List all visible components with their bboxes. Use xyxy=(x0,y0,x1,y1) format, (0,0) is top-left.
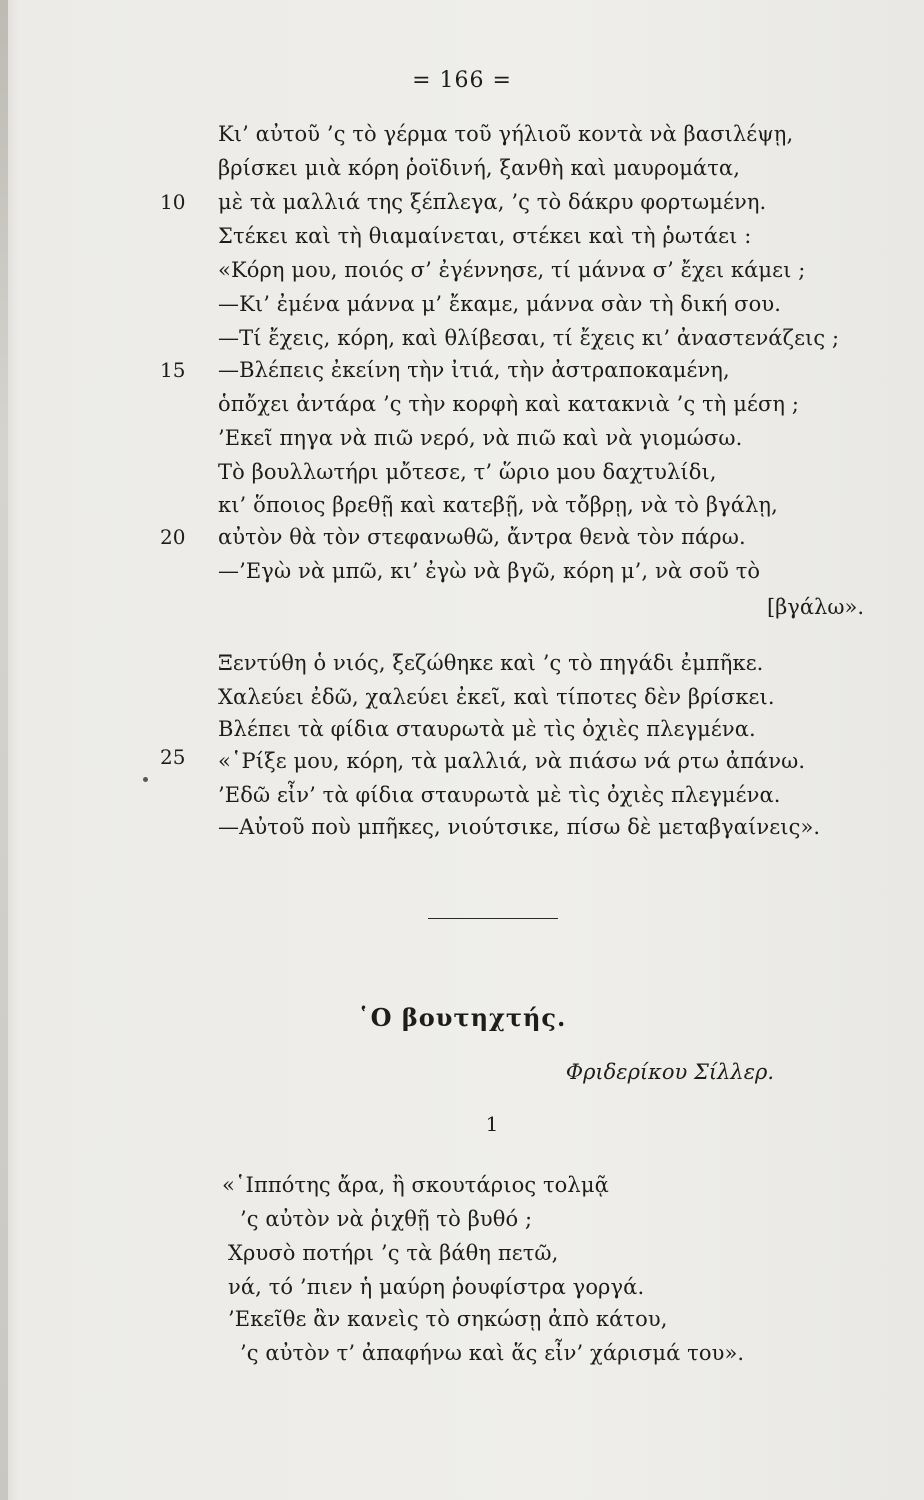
verse-line: —Κι’ ἐμένα μάννα μ’ ἔκαμε, μάννα σὰν τὴ δική σου. xyxy=(218,292,781,316)
verse-line: ὁπὄχει ἀντάρα ’ς τὴν κορφὴ καὶ κατακνιὰ ’ς τὴ μέση ; xyxy=(218,392,800,416)
verse-line: ’Εκεῖ πηγα νὰ πιῶ νερό, νὰ πιῶ καὶ νὰ γιομώσω. xyxy=(218,426,743,450)
verse-line: ’Εδῶ εἶν’ τὰ φίδια σταυρωτὰ μὲ τὶς ὀχιὲς πλεγμένα. xyxy=(218,783,781,807)
verse-line: μὲ τὰ μαλλιά της ξέπλεγα, ’ς τὸ δάκρυ φορτωμένη. xyxy=(218,190,767,214)
stanza-line: ’ς αὐτὸν νὰ ῥιχθῇ τὸ βυθό ; xyxy=(240,1207,533,1231)
verse-line: Βλέπει τὰ φίδια σταυρωτὰ μὲ τὶς ὀχιὲς πλεγμένα. xyxy=(218,717,756,741)
verse-line: βρίσκει μιὰ κόρη ῥοϊδινή, ξανθὴ καὶ μαυρομάτα, xyxy=(218,156,740,180)
stanza-line: νά, τό ’πιεν ἡ μαύρη ῥουφίστρα γοργά. xyxy=(228,1275,645,1299)
verse-line: αὐτὸν θὰ τὸν στεφανωθῶ, ἄντρα θενὰ τὸν πάρω. xyxy=(218,525,746,549)
line-number: 10 xyxy=(160,190,186,214)
verse-line: «Κόρη μου, ποιός σ’ ἐγέννησε, τί μάννα σ’ ἔχει κάμει ; xyxy=(218,258,806,282)
stanza-line: Χρυσὸ ποτήρι ’ς τὰ βάθη πετῶ, xyxy=(228,1241,559,1265)
stanza-line: ’Εκεῖθε ἂν κανεὶς τὸ σηκώσῃ ἀπὸ κάτου, xyxy=(228,1307,668,1331)
verse-line: Χαλεύει ἐδῶ, χαλεύει ἐκεῖ, καὶ τίποτες δὲν βρίσκει. xyxy=(218,685,775,709)
page-number: = 166 = xyxy=(412,68,512,93)
stanza-line: ’ς αὐτὸν τ’ ἀπαφήνω καὶ ἅς εἶν’ χάρισμά του». xyxy=(240,1341,745,1365)
section-divider xyxy=(428,918,558,919)
verse-line: Κι’ αὐτοῦ ’ς τὸ γέρμα τοῦ γήλιοῦ κοντὰ νὰ βασιλέψῃ, xyxy=(218,122,794,146)
line-number: 25 xyxy=(160,745,186,769)
verse-continuation: [βγάλω». xyxy=(766,595,864,619)
line-number: 15 xyxy=(160,358,186,382)
section-number: 1 xyxy=(485,1112,499,1136)
verse-line: —Βλέπεις ἐκείνη τὴν ἰτιά, τὴν ἀστραποκαμένη, xyxy=(218,358,730,382)
verse-line: Τὸ βουλλωτήρι μὄτεσε, τ’ ὥριο μου δαχτυλίδι, xyxy=(218,460,717,484)
verse-line: —’Εγὼ νὰ μπῶ, κι’ ἐγὼ νὰ βγῶ, κόρη μ’, νὰ σοῦ τὸ xyxy=(218,559,761,583)
stanza-line: «῾Ιππότης ἄρα, ἢ σκουτάριος τολμᾷ xyxy=(222,1173,609,1197)
verse-line: κι’ ὅποιος βρεθῇ καὶ κατεβῇ, νὰ τὄβρῃ, νὰ τὸ βγάλῃ, xyxy=(218,493,778,517)
poem-title: ῾Ο βουτηχτής. xyxy=(357,1003,567,1032)
page-edge-shadow xyxy=(0,0,8,1500)
verse-line: —Τί ἔχεις, κόρη, καὶ θλίβεσαι, τί ἔχεις κι’ ἀναστενάζεις ; xyxy=(218,326,840,350)
line-number: 20 xyxy=(160,525,186,549)
verse-line: Στέκει καὶ τὴ θιαμαίνεται, στέκει καὶ τὴ ῥωτάει : xyxy=(218,224,752,248)
verse-line: —Αὐτοῦ ποὺ μπῆκες, νιούτσικε, πίσω δὲ μεταβγαίνεις». xyxy=(218,815,821,839)
margin-dot xyxy=(143,777,148,782)
verse-line: «῾Ρίξε μου, κόρη, τὰ μαλλιά, νὰ πιάσω νά ρτω ἀπάνω. xyxy=(218,749,806,773)
poem-author: Φριδερίκου Σίλλερ. xyxy=(565,1060,774,1084)
verse-line: Ξεντύθη ὁ νιός, ξεζώθηκε καὶ ’ς τὸ πηγάδι ἐμπῆκε. xyxy=(218,651,764,675)
